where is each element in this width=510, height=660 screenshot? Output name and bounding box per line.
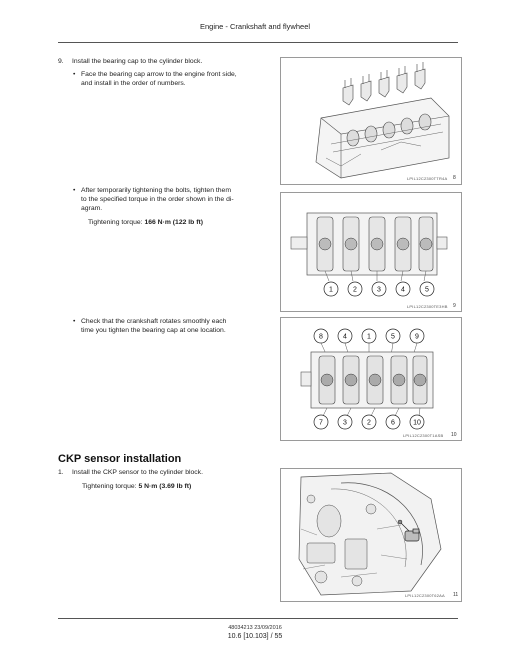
order-label: 1 bbox=[367, 333, 371, 341]
order-label: 2 bbox=[367, 419, 371, 427]
order-label: 3 bbox=[377, 286, 381, 294]
torque-spec bbox=[88, 219, 203, 226]
order-label: 9 bbox=[415, 333, 419, 341]
figure-code: LPIL12C2300T1ASB bbox=[403, 433, 444, 438]
torque-value: 5 N·m (3.69 lb ft) bbox=[138, 483, 192, 490]
engine-block-illustration bbox=[281, 58, 462, 185]
page-header-title: Engine - Crankshaft and flywheel bbox=[199, 22, 311, 31]
figure-number: 10 bbox=[451, 432, 457, 438]
bearing-cap-top-view bbox=[281, 193, 462, 312]
order-label: 10 bbox=[413, 419, 421, 427]
order-label: 3 bbox=[343, 419, 347, 427]
order-label: 4 bbox=[401, 286, 405, 294]
torque-label: Tightening torque: bbox=[82, 483, 137, 490]
figure-number: 8 bbox=[453, 175, 456, 181]
section-heading: CKP sensor installation bbox=[58, 453, 182, 465]
figure-bearing-cap-exploded bbox=[280, 57, 462, 185]
bullet-line: • After temporarily tightening the bolts, tighten them bbox=[81, 187, 231, 196]
torque-label: Tightening torque: bbox=[88, 219, 143, 226]
figure-tightening-order bbox=[280, 192, 462, 312]
ckp-sensor-illustration bbox=[281, 469, 462, 602]
torque-spec bbox=[82, 483, 191, 490]
figure-number: 9 bbox=[453, 303, 456, 309]
footer-divider bbox=[58, 618, 458, 619]
footer-page-number: 10.6 [10.103] / 55 bbox=[227, 633, 283, 640]
bullet-line: time you tighten the bearing cap at one location. bbox=[81, 327, 226, 334]
step-number: 9. bbox=[58, 58, 64, 65]
order-label: 1 bbox=[329, 286, 333, 294]
order-label: 4 bbox=[343, 333, 347, 341]
order-label: 5 bbox=[425, 286, 429, 294]
figure-ckp-sensor bbox=[280, 468, 462, 602]
header-divider bbox=[58, 42, 458, 43]
figure-code: LPIL12C2300TE3HB bbox=[407, 304, 448, 309]
order-label: 5 bbox=[391, 333, 395, 341]
footer-document-id: 48034213 23/09/2016 bbox=[228, 625, 282, 631]
step-number: 1. bbox=[58, 469, 64, 476]
figure-code: LPIL12C2300TTR4A bbox=[407, 176, 448, 181]
bullet-line: • Face the bearing cap arrow to the engine front side, bbox=[81, 71, 237, 80]
order-label: 6 bbox=[391, 419, 395, 427]
bullet-line: and install in the order of numbers. bbox=[81, 80, 186, 87]
bullet-line: agram. bbox=[81, 205, 103, 212]
bearing-cap-bolt-view bbox=[281, 318, 462, 441]
figure-code: LPIL12C2300T62AA bbox=[405, 593, 445, 598]
figure-tightening-sequence bbox=[280, 317, 462, 441]
step-text: Install the bearing cap to the cylinder block. bbox=[72, 58, 203, 65]
order-label: 7 bbox=[319, 419, 323, 427]
bullet-line: to the specified torque in the order shown in the di- bbox=[81, 196, 234, 203]
figure-number: 11 bbox=[453, 592, 459, 598]
bullet-line: • Check that the crankshaft rotates smoothly each bbox=[81, 318, 226, 327]
step-text: Install the CKP sensor to the cylinder block. bbox=[72, 469, 203, 476]
torque-value: 166 N·m (122 lb ft) bbox=[144, 219, 203, 226]
order-label: 2 bbox=[353, 286, 357, 294]
order-label: 8 bbox=[319, 333, 323, 341]
